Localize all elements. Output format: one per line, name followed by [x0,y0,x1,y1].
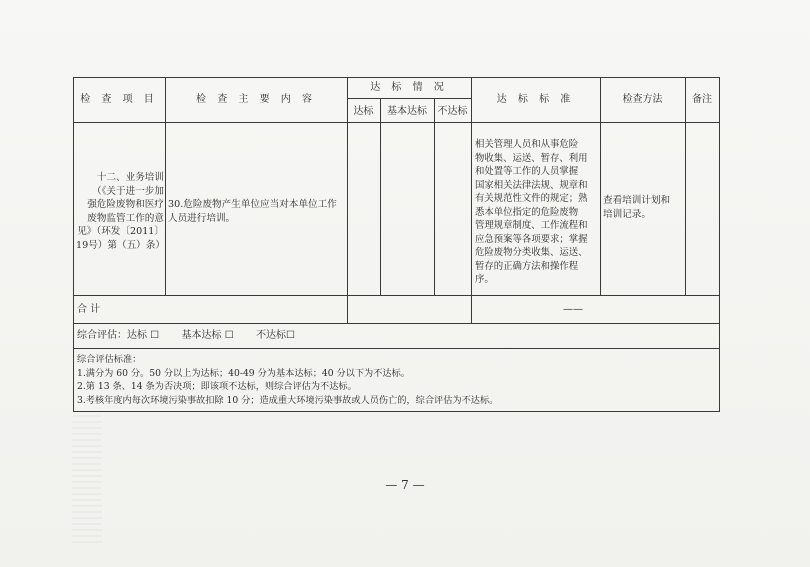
inspection-table [73,77,720,412]
header-fail: 不达标 [437,106,468,117]
content-line: 人员进行培训。 [168,212,236,224]
criteria-line: 3.考核年度内每次环境污染事故扣除 10 分；造成重大环境污染事故或人员伤亡的，综合评估为不达标。 [77,394,499,406]
header-content: 检 查 主 要 内 容 [196,94,316,105]
standard-line: 物收集、运送、暂存、利用 [475,152,588,164]
standard-line: 暂存的正确方法和操作程 [475,260,579,272]
item-line: 见》（环发〔2011〕 [77,226,164,237]
method-line: 培训记录。 [603,208,651,220]
content-line: 30.危险废物产生单位应当对本单位工作 [168,199,337,210]
total-label: 合 计 [77,304,101,315]
header-pass: 达标 [353,106,374,117]
total-dash: —— [563,304,583,315]
standard-line: 悉本单位指定的危险废物 [475,206,579,218]
scan-artifact [72,415,102,545]
criteria-title: 综合评估标准： [77,354,142,365]
standard-line: 危险废物分类收集、运送、 [475,247,588,258]
page-number: — 7 — [385,478,425,492]
standard-line: 国家相关法律法规、规章和 [475,179,588,191]
criteria-line: 1.满分为 60 分。50 分以上为达标；40-49 分为基本达标；40 分以下为不达标。 [77,367,410,379]
assessment-option-pass[interactable]: 达标 ☐ [127,330,160,341]
standard-line: 应急预案等各项要求；掌握 [475,233,588,245]
assessment-option-fail[interactable]: 不达标☐ [256,330,296,341]
method-cell [603,194,683,221]
header-notes: 备注 [692,94,712,105]
assessment-label: 综合评估： [77,330,127,341]
header-status: 达 标 情 况 [370,82,448,93]
assessment-option-basic[interactable]: 基本达标 ☐ [181,330,234,341]
item-line: （《关于进一步加 [92,185,164,197]
standard-line: 相关管理人员和从事危险 [475,139,579,150]
criteria-line: 2.第 13 条、14 条为否决项；即该项不达标，则综合评估为不达标。 [77,381,357,392]
header-basic: 基本达标 [387,106,427,117]
content-cell [168,198,346,225]
item-cell [76,171,164,252]
item-line: 废物监管工作的意 [87,212,164,224]
criteria-block [77,353,717,407]
header-standard: 达 标 标 准 [496,94,575,105]
assessment-row [77,329,677,343]
item-line: 十二、业务培训 [96,172,164,183]
method-line: 查看培训计划和 [603,195,671,206]
standard-cell [475,138,599,287]
header-item: 检 查 项 目 [80,94,158,105]
standard-line: 有关规范性文件的规定；熟 [475,193,588,204]
header-method: 检查方法 [622,94,663,105]
item-line: 19号）第（五）条） [76,239,165,251]
standard-line: 管理规章制度、工作流程和 [475,220,588,231]
standard-line: 和处置等工作的人员掌握 [475,166,579,177]
standard-line: 序。 [475,274,494,285]
item-line: 强危险废物和医疗 [87,199,164,210]
